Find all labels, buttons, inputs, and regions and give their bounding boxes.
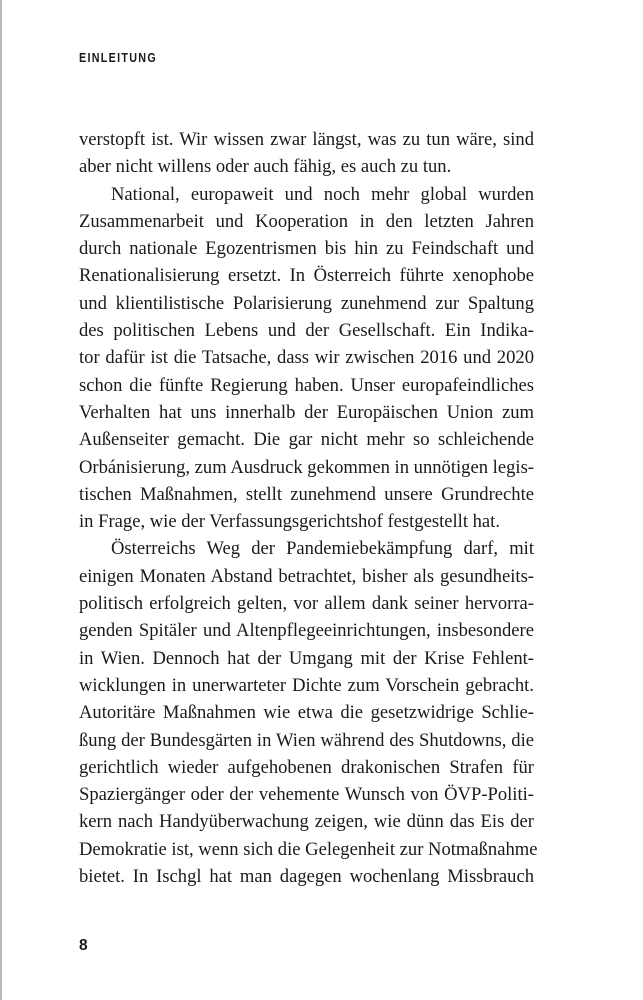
text-line: Demokratie ist, wenn sich die Gelegenheit zur Notmaßnahme xyxy=(79,838,538,860)
paragraph xyxy=(79,535,538,890)
text-line: tischen Maßnahmen, stellt zunehmend unsere Grundrechte xyxy=(79,483,534,505)
text-line: durch nationale Egozentrismen bis hin zu Feindschaft und xyxy=(79,238,534,260)
text-line: einigen Monaten Abstand betrachtet, bisher als gesundheits- xyxy=(79,565,534,587)
paragraph xyxy=(79,181,534,536)
text-line: schon die fünfte Regierung haben. Unser europafeindliches xyxy=(79,374,534,396)
text-line: und klientilistische Polarisierung zunehmend zur Spaltung xyxy=(79,292,534,314)
text-line: Autoritäre Maßnahmen wie etwa die gesetzwidrige Schlie- xyxy=(79,702,534,724)
text-line: Verhalten hat uns innerhalb der Europäischen Union zum xyxy=(79,401,534,423)
text-line: National, europaweit und noch mehr global wurden xyxy=(111,183,534,205)
text-line: des politischen Lebens und der Gesellschaft. Ein Indika- xyxy=(79,320,534,342)
text-line: genden Spitäler und Altenpflegeeinrichtungen, insbesondere xyxy=(79,620,534,642)
text-line: in Wien. Dennoch hat der Umgang mit der Krise Fehlent- xyxy=(79,647,534,669)
running-header: EINLEITUNG xyxy=(79,51,158,65)
text-line: Spaziergänger oder der vehemente Wunsch von ÖVP-Politi- xyxy=(79,784,534,806)
text-line: gerichtlich wieder aufgehobenen drakonischen Strafen für xyxy=(79,756,534,778)
page-edge xyxy=(0,0,2,1000)
text-line: politisch erfolgreich gelten, vor allem dank seiner hervorra- xyxy=(79,593,534,615)
text-line: aber nicht willens oder auch fähig, es auch zu tun. xyxy=(79,156,452,178)
text-line: Renationalisierung ersetzt. In Österreich führte xenophobe xyxy=(79,265,534,287)
text-line: Österreichs Weg der Pandemiebekämpfung darf, mit xyxy=(111,538,534,560)
paragraph xyxy=(79,126,534,181)
text-line: in Frage, wie der Verfassungsgerichtshof festgestellt hat. xyxy=(79,511,501,533)
text-line: Zusammenarbeit und Kooperation in den letzten Jahren xyxy=(79,210,534,232)
text-line: wicklungen in unerwarteter Dichte zum Vorschein gebracht. xyxy=(79,674,534,696)
text-line: kern nach Handyüberwachung zeigen, wie dünn das Eis der xyxy=(79,811,534,833)
page-number: 8 xyxy=(79,937,88,954)
text-line: bietet. In Ischgl hat man dagegen wochenlang Missbrauch xyxy=(79,866,534,888)
text-line: Orbánisierung, zum Ausdruck gekommen in unnötigen legis- xyxy=(79,456,534,478)
text-line: verstopft ist. Wir wissen zwar längst, was zu tun wäre, sind xyxy=(79,129,534,150)
text-line: Außenseiter gemacht. Die gar nicht mehr so schleichende xyxy=(79,429,534,451)
text-line: ßung der Bundesgärten in Wien während des Shutdowns, die xyxy=(79,729,534,751)
body-text xyxy=(79,126,538,890)
text-line: tor dafür ist die Tatsache, dass wir zwischen 2016 und 2020 xyxy=(79,347,534,369)
